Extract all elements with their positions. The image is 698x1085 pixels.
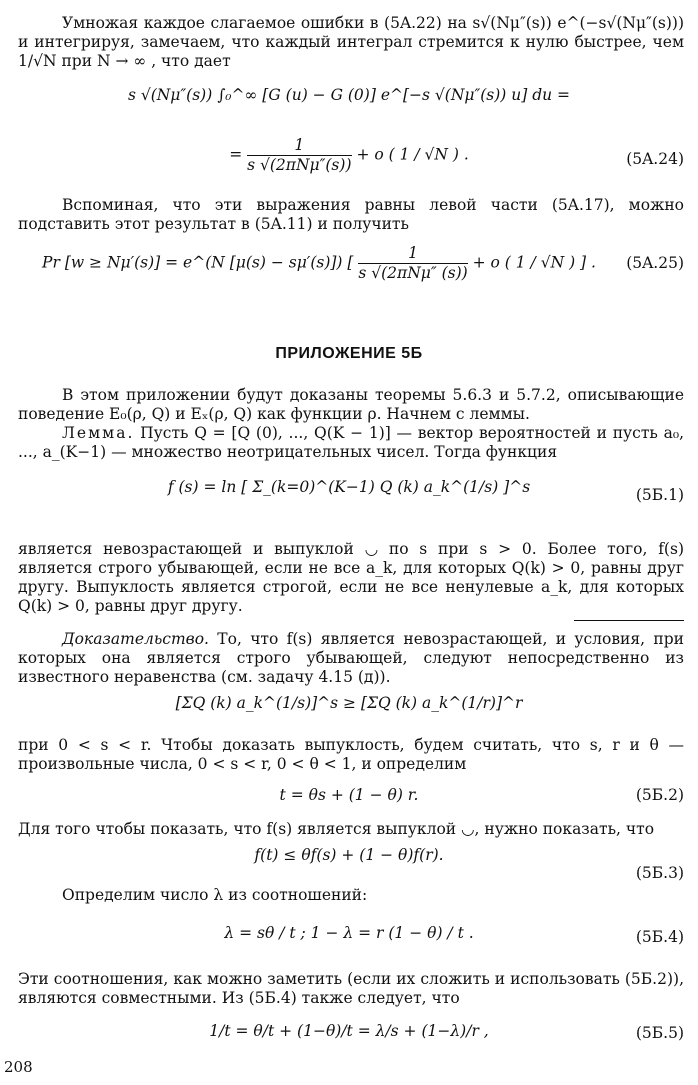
paragraph-lemma-statement: является невозрастающей и выпуклой ◡ по s при s > 0. Более того, f(s) является строго убывающей, если не все a_k, для которых Q(k) > 0, равны друг другу. Выпуклость является строгой, если не все ненулевые a_k, для которых Q(k) > 0, равны друг другу. [18, 540, 684, 615]
lemma-label: Лемма. [62, 424, 135, 442]
page-number: 208 [4, 1058, 33, 1076]
equation-5B4: λ = sθ / t ; 1 − λ = r (1 − θ) / t . [224, 924, 474, 942]
paragraph-lambda: Определим число λ из соотношений: [62, 886, 368, 904]
paragraph-recall: Вспоминая, что эти выражения равны левой части (5A.17), можно подставить этот результат в (5A.11) и получить [18, 196, 684, 233]
equation-5B1: f (s) = ln [ Σ_(k=0)^(K−1) Q (k) a_k^(1/s) ]^s [167, 478, 531, 496]
paragraph-lemma: Лемма. Пусть Q = [Q (0), ..., Q(K − 1)] — вектор вероятностей и пусть a₀, ..., a_(K−1) — множество неотрицательных чисел. Тогда функция [18, 424, 684, 461]
equation-5B2: t = θs + (1 − θ) r. [279, 786, 419, 804]
paragraph-convexity: при 0 < s < r. Чтобы доказать выпуклость, будем считать, что s, r и θ — произвольные числа, 0 < s < r, 0 < θ < 1, и определим [18, 736, 684, 773]
equation-5A25: Pr [w ≥ Nμ′(s)] = e^(N [μ(s) − sμ′(s)]) [ 1 s √(2πNμ″ (s)) + o ( 1 / √N ) ] . [42, 244, 596, 282]
fraction-5A25: 1 s √(2πNμ″ (s)) [358, 244, 468, 282]
paragraph-proof: Доказательство. То, что f(s) является невозрастающей, и условия, при которых она является строго убывающей, следуют непосредственно из известного неравенства (см. задачу 4.15 (д)). [18, 630, 684, 686]
paragraph-consistency: Эти соотношения, как можно заметить (если их сложить и использовать (5Б.2)), являются совместными. Из (5Б.4) также следует, что [18, 970, 684, 1007]
paragraph-appendix-intro: В этом приложении будут доказаны теоремы 5.6.3 и 5.7.2, описывающие поведение E₀(ρ, Q) и Eₓ(ρ, Q) как функции ρ. Начнем с леммы. [18, 386, 684, 423]
equation-number-5B5: (5Б.5) [635, 1024, 684, 1042]
equation-number-5A25: (5A.25) [626, 254, 684, 272]
equation-number-5A24: (5A.24) [626, 150, 684, 168]
paragraph-show-convex: Для того чтобы показать, что f(s) является выпуклой ◡, нужно показать, что [18, 820, 655, 838]
appendix-heading: ПРИЛОЖЕНИЕ 5Б [275, 345, 423, 362]
equation-5B5: 1/t = θ/t + (1−θ)/t = λ/s + (1−λ)/r , [209, 1022, 489, 1040]
equation-number-5B3: (5Б.3) [635, 864, 684, 882]
fraction-5A24: 1 s √(2πNμ″(s)) [247, 136, 352, 174]
equation-5A24-line2: = 1 s √(2πNμ″(s)) + o ( 1 / √N ) . [229, 136, 469, 174]
paragraph-intro: Умножая каждое слагаемое ошибки в (5A.22) на s√(Nμ″(s)) e^(−s√(Nμ″(s))) и интегрируя, замечаем, что каждый интеграл стремится к нулю быстрее, чем 1/√N при N → ∞ , что дает [18, 14, 684, 70]
equation-inequality: [ΣQ (k) a_k^(1/s)]^s ≥ [ΣQ (k) a_k^(1/r)]^r [175, 694, 523, 712]
equation-number-5B1: (5Б.1) [635, 486, 684, 504]
equation-number-5B4: (5Б.4) [635, 928, 684, 946]
proof-label: Доказательство. [62, 630, 209, 648]
divider-rule [574, 620, 684, 621]
equation-5B3: f(t) ≤ θf(s) + (1 − θ)f(r). [254, 846, 444, 864]
equation-5A24-line1: s √(Nμ″(s)) ∫₀^∞ [G (u) − G (0)] e^[−s √(Nμ″(s)) u] du = [127, 86, 571, 104]
equation-number-5B2: (5Б.2) [635, 786, 684, 804]
